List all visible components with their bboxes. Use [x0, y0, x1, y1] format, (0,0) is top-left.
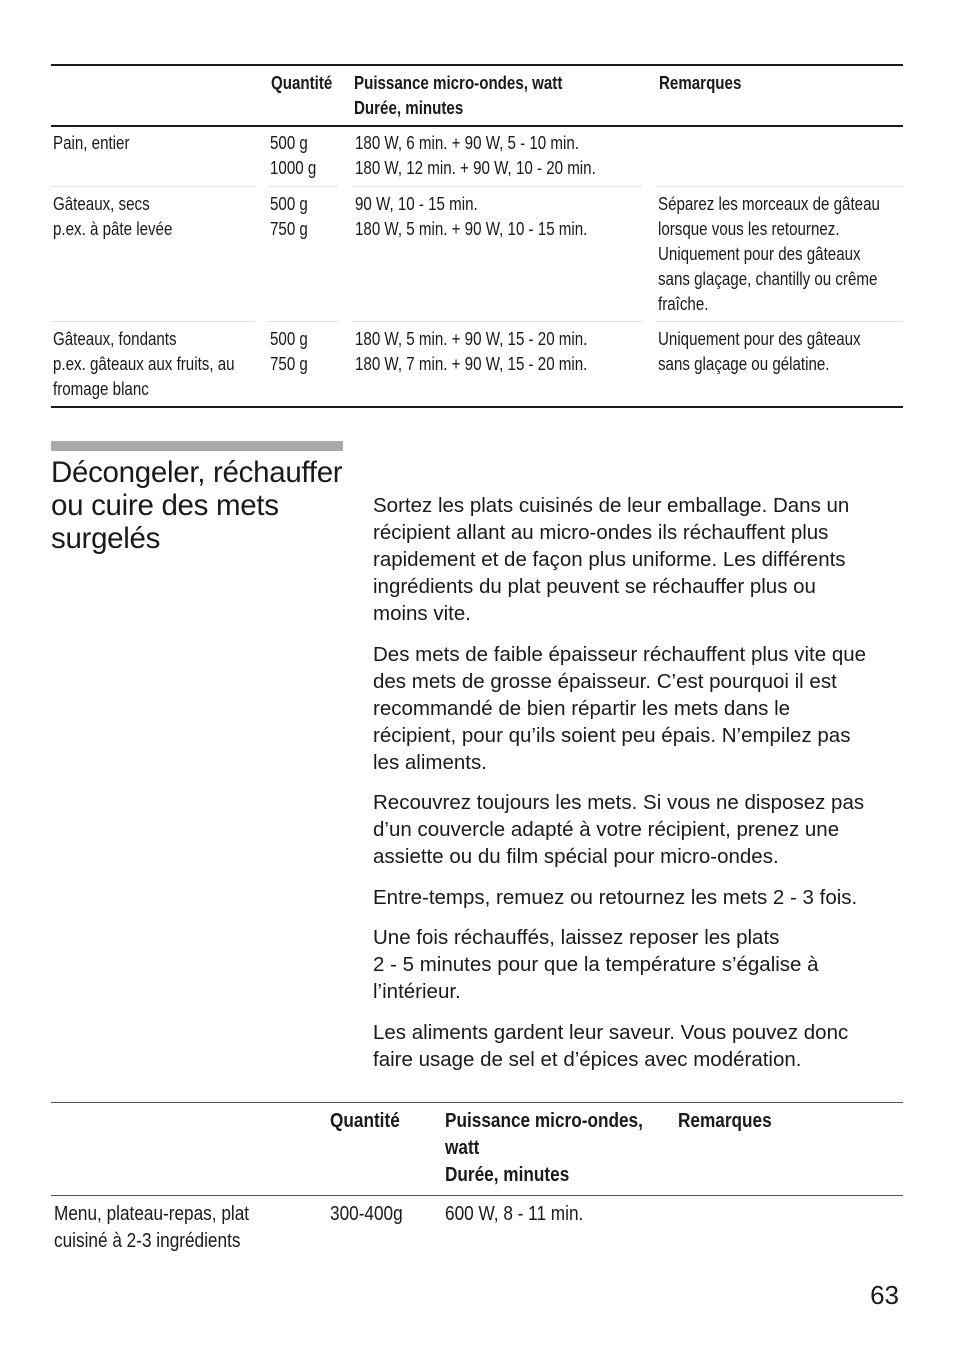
cell-food: Pain, entier — [53, 133, 130, 153]
cell-power: 180 W, 6 min. + 90 W, 5 - 10 min. 180 W, 12 min. + 90 W, 10 - 20 min. — [355, 133, 596, 178]
cell-quantity: 500 g 750 g — [270, 194, 308, 239]
section-body — [373, 492, 913, 1086]
paragraph: Les aliments gardent leur saveur. Vous pouvez donc faire usage de sel et d’épices avec modération. — [373, 1020, 849, 1071]
table-header-rule — [51, 125, 903, 127]
cell-power: 90 W, 10 - 15 min. 180 W, 5 min. + 90 W, 10 - 15 min. — [355, 194, 588, 239]
cell-quantity: 500 g 1000 g — [270, 133, 317, 178]
row-separator — [268, 321, 338, 322]
header-quantity: Quantité — [330, 1110, 400, 1132]
page-number: 63 — [870, 1280, 899, 1310]
table-bottom-rule — [51, 406, 903, 408]
cell-power: 180 W, 5 min. + 90 W, 15 - 20 min. 180 W, 7 min. + 90 W, 15 - 20 min. — [355, 329, 588, 374]
cell-quantity: 500 g 750 g — [270, 329, 308, 374]
row-separator — [656, 186, 903, 187]
header-quantity: Quantité — [271, 73, 333, 93]
paragraph: Entre-temps, remuez ou retournez les mets 2 - 3 fois. — [373, 885, 858, 909]
section-marker-bar — [51, 441, 343, 451]
table-header-rule — [51, 1195, 903, 1196]
paragraph: Une fois réchauffés, laissez reposer les plats 2 - 5 minutes pour que la température s’égalise à l’intérieur. — [373, 926, 819, 1003]
row-separator — [352, 321, 642, 322]
row-separator — [268, 186, 338, 187]
cell-remarks: Séparez les morceaux de gâteau lorsque vous les retournez. Uniquement pour des gâteaux sans glaçage, chantilly ou crême fraîche. — [658, 194, 880, 314]
cell-food: Gâteaux, secs p.ex. à pâte levée — [53, 194, 173, 239]
header-remarks: Remarques — [659, 73, 742, 93]
paragraph: Recouvrez toujours les mets. Si vous ne disposez pas d’un couvercle adapté à votre récipient, prenez une assiette ou du film spécial pour micro-ondes. — [373, 791, 865, 868]
row-separator — [51, 186, 255, 187]
cell-quantity: 300-400g — [330, 1203, 403, 1225]
row-separator — [656, 321, 903, 322]
paragraph: Des mets de faible épaisseur réchauffent plus vite que des mets de grosse épaisseur. C’est pourquoi il est recommandé de bien répartir les mets dans le récipient, pour qu’ils soient peu épais. N’empilez pas les aliments. — [373, 642, 867, 774]
table-top-rule — [51, 64, 903, 66]
header-power-duration: Puissance micro-ondes, watt Durée, minutes — [354, 73, 563, 118]
header-remarks: Remarques — [678, 1110, 772, 1132]
section-title: Décongeler, réchauffer ou cuire des mets surgelés — [51, 456, 343, 555]
cell-food: Menu, plateau-repas, plat cuisiné à 2-3 ingrédients — [54, 1203, 250, 1252]
row-separator — [51, 321, 255, 322]
cell-power: 600 W, 8 - 11 min. — [445, 1203, 584, 1225]
header-power-duration: Puissance micro-ondes, watt Durée, minutes — [445, 1110, 643, 1186]
cell-food: Gâteaux, fondants p.ex. gâteaux aux fruits, au fromage blanc — [53, 329, 235, 399]
row-separator — [352, 186, 642, 187]
cell-remarks: Uniquement pour des gâteaux sans glaçage ou gélatine. — [658, 329, 861, 374]
table-top-rule — [51, 1102, 903, 1103]
paragraph: Sortez les plats cuisinés de leur emballage. Dans un récipient allant au micro-ondes ils réchauffent plus rapidement et de façon plus uniforme. Les différents ingrédients du plat peuvent se réchauffer plus ou moins vite. — [373, 494, 850, 625]
